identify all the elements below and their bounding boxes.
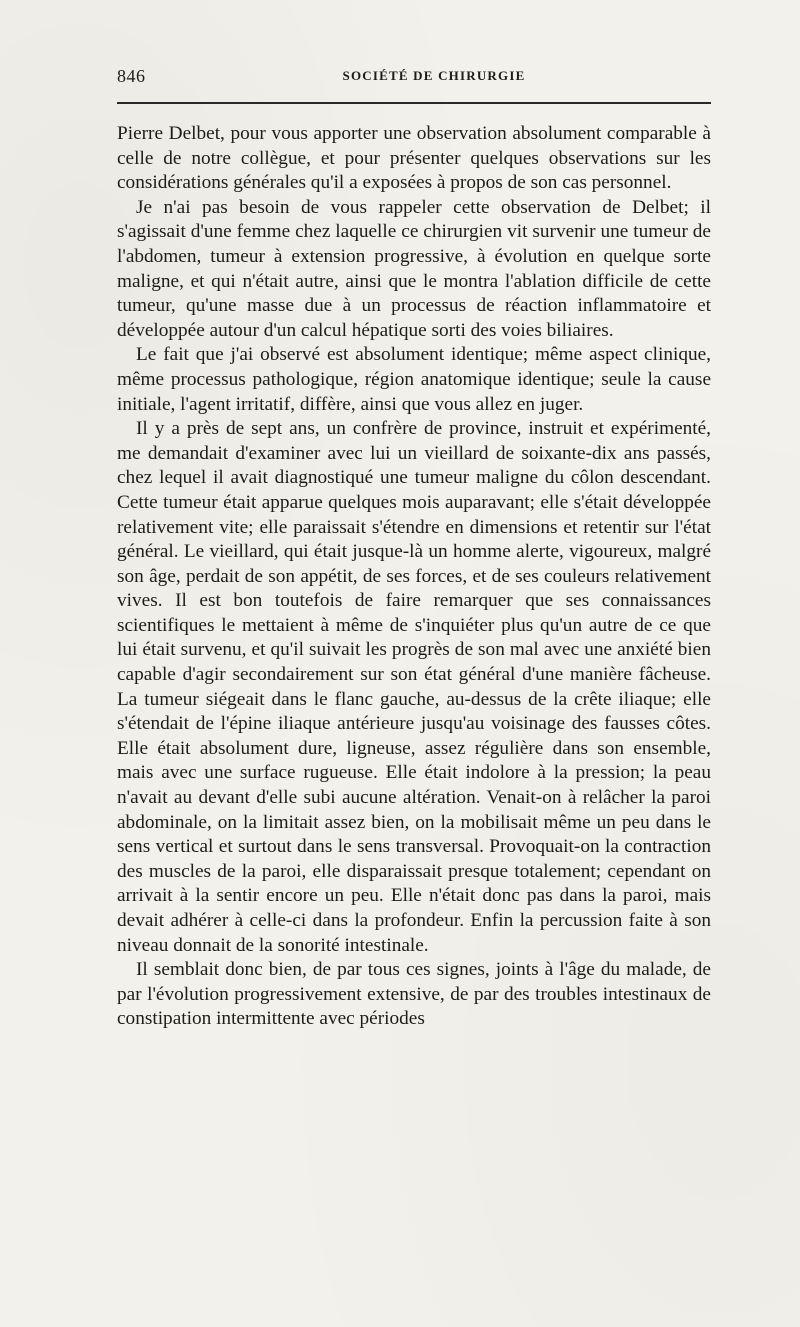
page-header xyxy=(117,66,711,90)
page-number: 846 xyxy=(117,66,146,86)
header-rule xyxy=(117,102,711,104)
running-title: SOCIÉTÉ DE CHIRURGIE xyxy=(342,68,526,83)
paragraph: Le fait que j'ai observé est absolument identique; même aspect clinique, même processus pathologique, région anatomique identique; seule la cause initiale, l'agent irritatif, diffère, ainsi que vous allez en juger. xyxy=(117,344,711,415)
paragraph: Je n'ai pas besoin de vous rappeler cette observation de Delbet; il s'agissait d'une femme chez laquelle ce chirurgien vit survenir une tumeur de l'abdomen, tumeur à extension progressive, à évolution en quelque sorte maligne, et qui n'était autre, ainsi que le montra l'ablation difficile de cette tumeur, qu'une masse due à un processus de réaction inflammatoire et développée autour d'un calcul hépatique sorti des voies biliaires. xyxy=(117,196,711,341)
paragraph-continuation: Pierre Delbet, pour vous apporter une observation absolument comparable à celle de notre collègue, et pour présenter quelques observations sur les considérations générales qu'il a exposées à propos de son cas personnel. xyxy=(117,123,711,194)
paragraph: Il y a près de sept ans, un confrère de province, instruit et expérimenté, me demandait d'examiner avec lui un vieillard de soixante-dix ans passés, chez lequel il avait diagnostiqué une tumeur maligne du côlon descendant. Cette tumeur était apparue quelques mois auparavant; elle s'était développée relativement vite; elle paraissait s'étendre en dimensions et retentir sur l'état général. Le vieillard, qui était jusque-là un homme alerte, vigoureux, malgré son âge, perdait de son appétit, de ses forces, et de ses couleurs relativement vives. Il est bon toutefois de faire remarquer que ses connaissances scientifiques le mettaient à même de s'inquiéter plus qu'un autre de ce que lui était survenu, et qu'il suivait les progrès de son mal avec une anxiété bien capable d'agir secondairement sur son état général d'une manière fâcheuse. La tumeur siégeait dans le flanc gauche, au-dessus de la crête iliaque; elle s'étendait de l'épine iliaque antérieure jusqu'au voisinage des fausses côtes. Elle était absolument dure, ligneuse, assez régulière dans son ensemble, mais avec une surface rugueuse. Elle était indolore à la pression; la peau n'avait au devant d'elle subi aucune altération. Venait-on à relâcher la paroi abdominale, on la limitait assez bien, on la mobilisait même un peu dans le sens vertical et surtout dans le sens transversal. Provoquait-on la contraction des muscles de la paroi, elle disparaissait presque totalement; cependant on arrivait à la sentir encore un peu. Elle n'était donc pas dans la paroi, mais devait adhérer à celle-ci dans la profondeur. Enfin la percussion faite à son niveau donnait de la sonorité intestinale. xyxy=(117,418,711,956)
body-text xyxy=(117,122,711,1032)
paragraph: Il semblait donc bien, de par tous ces signes, joints à l'âge du malade, de par l'évolution progressivement extensive, de par des troubles intestinaux de constipation intermittente avec périodes xyxy=(117,959,711,1030)
